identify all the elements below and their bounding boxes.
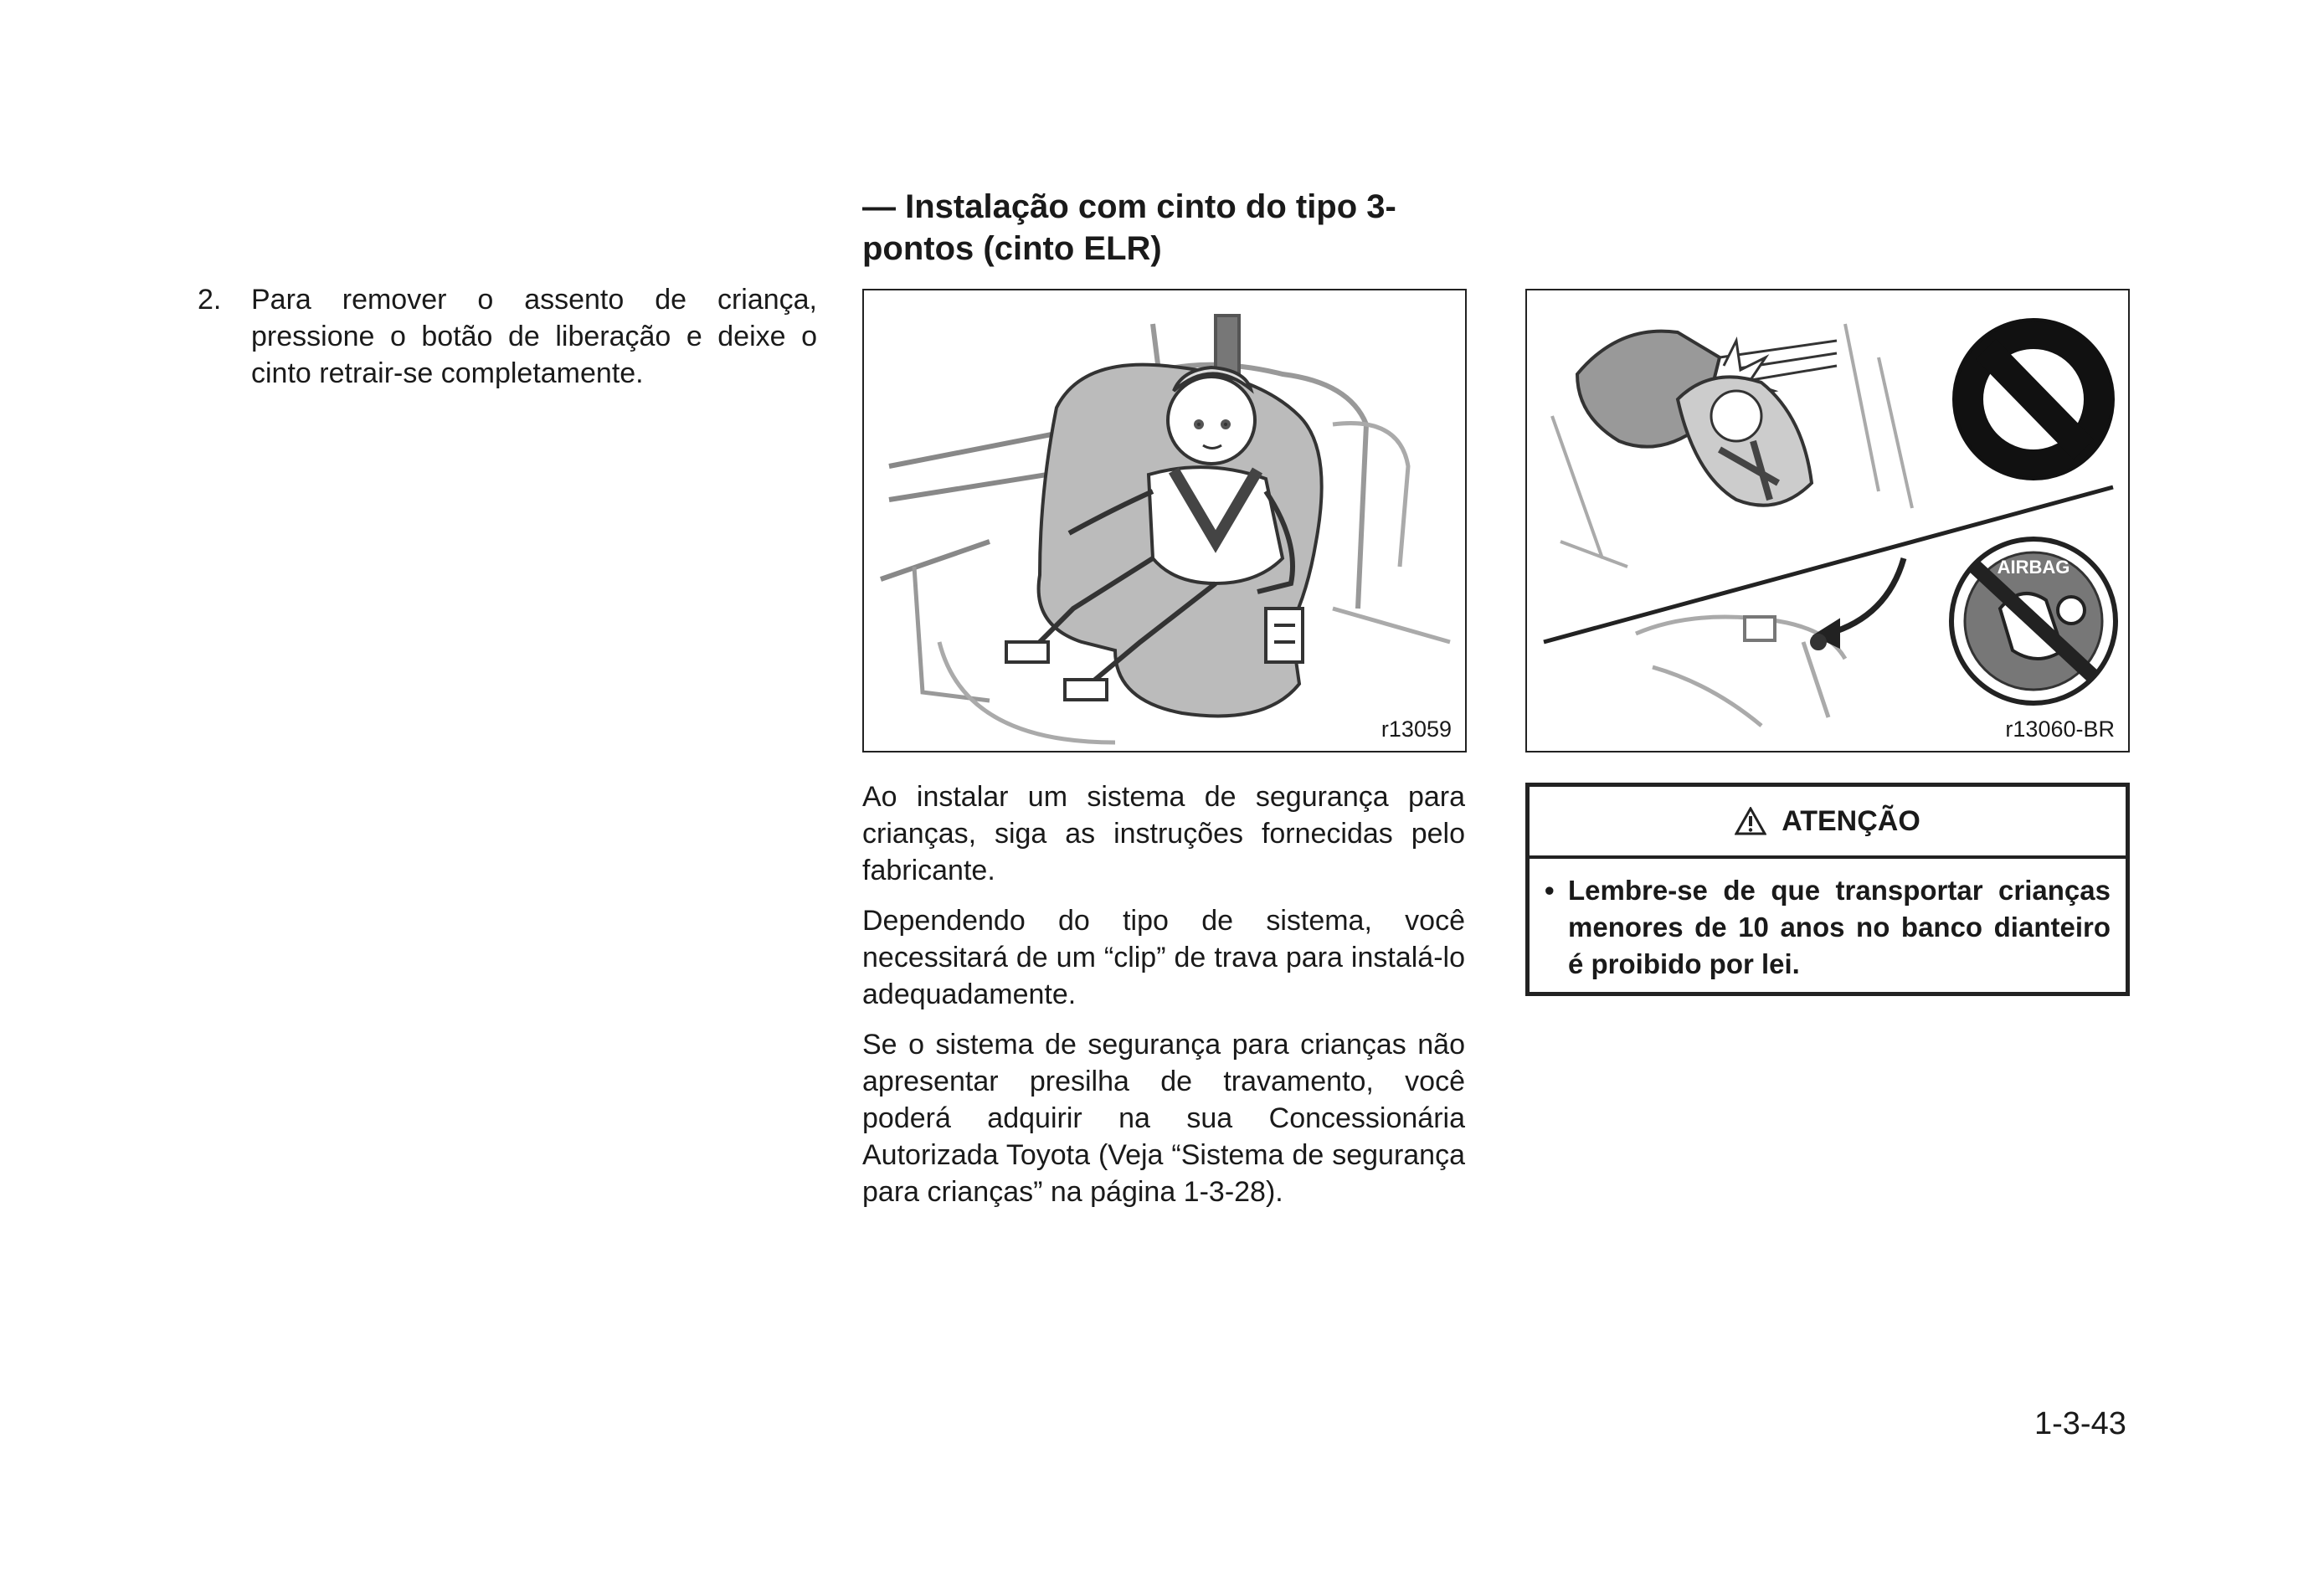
figure-airbag-warning (1525, 289, 2130, 752)
warning-item (1530, 859, 2126, 983)
figure-child-seat (862, 289, 1467, 752)
warning-triangle-icon (1735, 807, 1766, 835)
no-child-seat-front-airbag-illustration (1527, 290, 2128, 751)
figure-caption-right: r13060-BR (2005, 717, 2115, 742)
figure-caption-left: r13059 (1381, 717, 1452, 742)
paragraph-2: Dependendo do tipo de sistema, você necessitará de um “clip” de trava para instalá-lo adequadamente. (862, 905, 1465, 1010)
warning-header (1530, 787, 2126, 859)
page-number: 1-3-43 (2034, 1406, 2126, 1441)
paragraph-3: Se o sistema de segurança para crianças não apresentar presilha de travamento, você poderá adquirir na sua Concessionária Autorizada Toyota (Veja “Sistema de segurança para crianças” na página 1-3-28). (862, 1029, 1465, 1208)
step-number: 2. (198, 284, 222, 316)
body-text (862, 778, 1465, 1224)
bullet-dot: • (1545, 875, 1555, 906)
airbag-label: AIRBAG (1997, 557, 2070, 578)
section-title: — Instalação com cinto do tipo 3-pontos (cinto ELR) (862, 188, 1396, 267)
warning-title: ATENÇÃO (1782, 804, 1920, 837)
step-text: Para remover o assento de criança, pressione o botão de liberação e deixe o cinto retrair-se completamente. (251, 284, 817, 389)
warning-text: Lembre-se de que transportar crianças menores de 10 anos no banco dianteiro é proibido por lei. (1568, 875, 2111, 979)
warning-box (1525, 783, 2130, 996)
paragraph-1: Ao instalar um sistema de segurança para crianças, siga as instruções fornecidas pelo fabricante. (862, 781, 1465, 886)
instruction-step (198, 281, 817, 392)
child-seat-illustration (864, 290, 1465, 751)
